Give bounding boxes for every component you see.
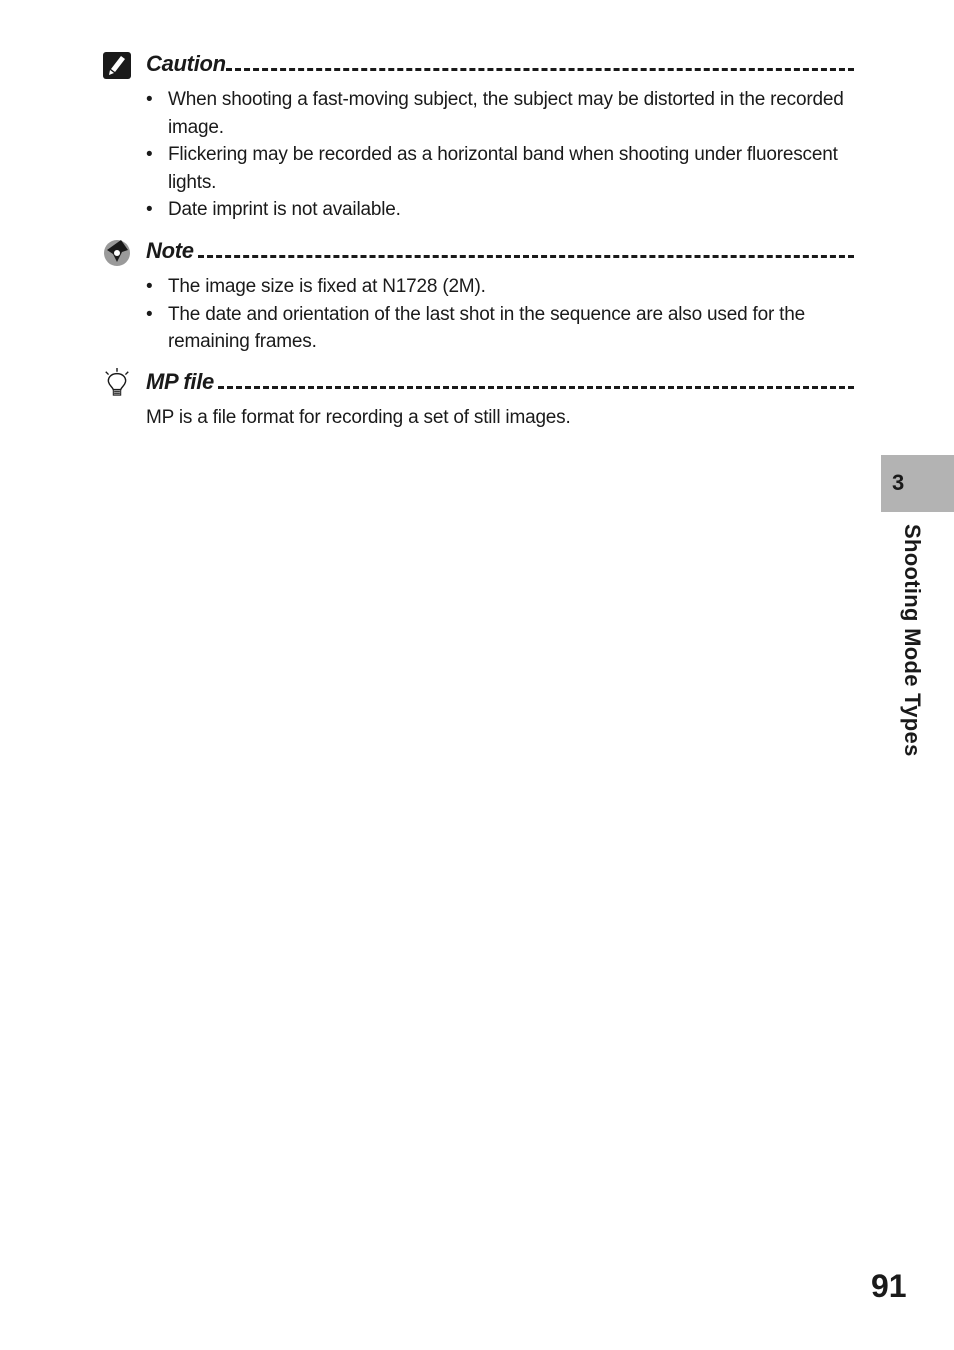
caution-icon (102, 50, 132, 80)
list-item: • Date imprint is not available. (146, 199, 401, 220)
caution-section (102, 50, 854, 224)
mpfile-header (102, 368, 854, 398)
list-item: • When shooting a fast-moving subject, the subject may be distorted in the recorded image. (146, 89, 844, 138)
caution-header (102, 50, 854, 80)
note-title: Note (146, 238, 194, 263)
mpfile-text: MP is a file format for recording a set of still images. (146, 407, 571, 428)
caution-title: Caution (146, 51, 226, 76)
note-rule (198, 255, 854, 258)
mpfile-rule (218, 386, 854, 389)
caution-list (102, 86, 854, 224)
page-number: 91 (871, 1268, 907, 1304)
list-item: • The date and orientation of the last shot in the sequence are also used for the remaining frames. (146, 303, 805, 352)
mpfile-section (102, 368, 854, 431)
note-icon (102, 237, 132, 267)
note-list (102, 273, 854, 356)
list-item: • Flickering may be recorded as a horizontal band when shooting under fluorescent lights. (146, 144, 838, 193)
chapter-title: Shooting Mode Types (900, 524, 925, 757)
chapter-number: 3 (892, 470, 905, 495)
mpfile-title: MP file (146, 369, 214, 394)
lightbulb-icon (102, 368, 132, 398)
note-section (102, 237, 854, 356)
caution-rule (226, 68, 854, 71)
note-header (102, 237, 854, 267)
list-item: • The image size is fixed at N1728 (2M). (146, 276, 486, 297)
